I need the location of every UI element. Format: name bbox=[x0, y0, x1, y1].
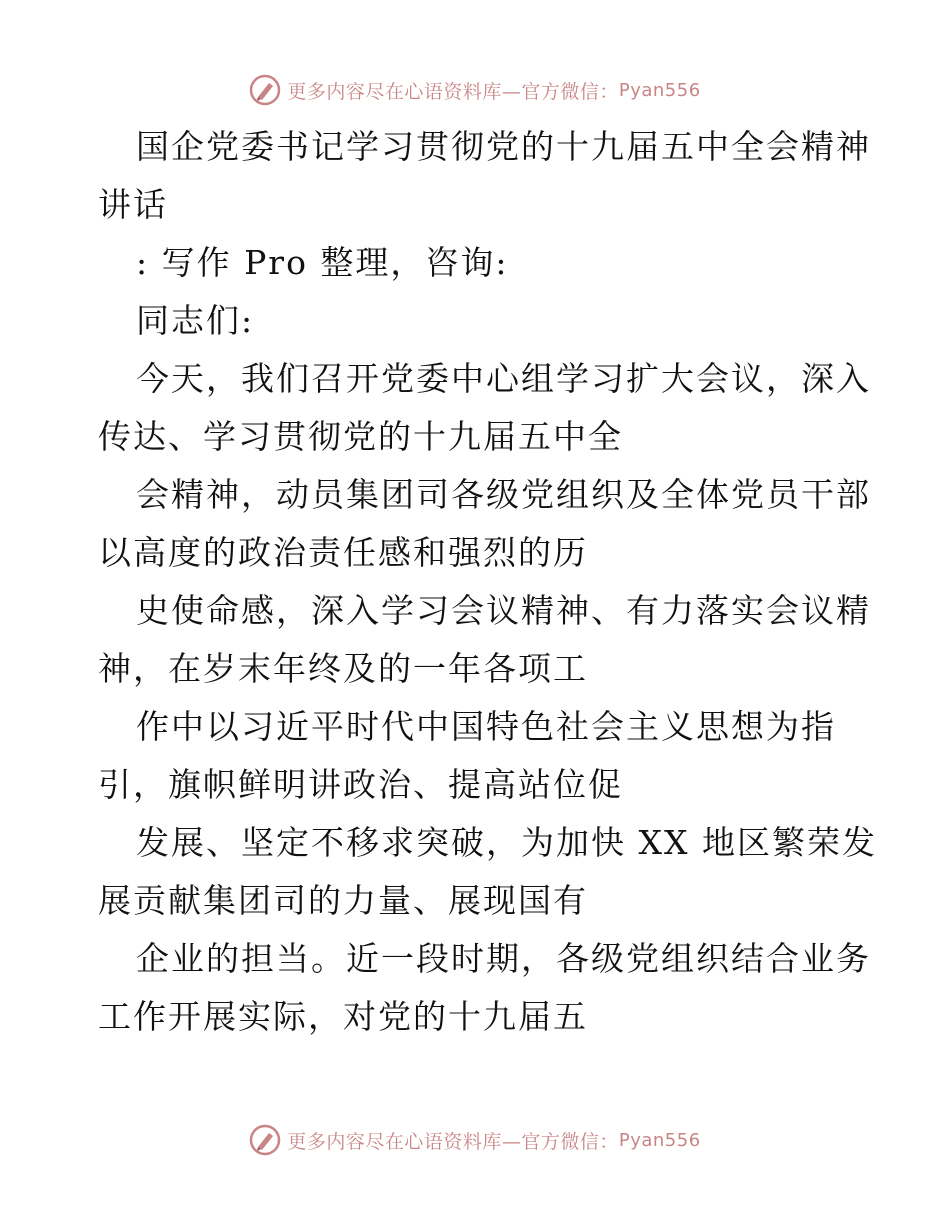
paragraph-line: 企业的担当。近一段时期，各级党组织结合业务 bbox=[136, 939, 871, 978]
paragraph-line: 史使命感，深入学习会议精神、有力落实会议精 bbox=[136, 591, 871, 630]
watermark-text: 更多内容尽在心语资料库—官方微信： bbox=[287, 1130, 619, 1153]
paragraph-line: 发展、坚定不移求突破，为加快 XX 地区繁荣发 bbox=[136, 823, 877, 862]
paragraph-line: : 写作 Pro 整理，咨询: bbox=[136, 243, 509, 282]
paragraph-line: 展贡献集团司的力量、展现国有 bbox=[98, 881, 588, 920]
paragraph bbox=[98, 292, 858, 350]
paragraph bbox=[98, 582, 871, 698]
document-body bbox=[98, 118, 877, 1046]
footer-watermark bbox=[0, 1120, 950, 1160]
watermark-text: 更多内容尽在心语资料库—官方微信： bbox=[287, 80, 619, 103]
paragraph bbox=[98, 350, 871, 466]
paragraph-line: 今天，我们召开党委中心组学习扩大会议，深入 bbox=[136, 359, 871, 398]
pen-logo-icon bbox=[249, 1124, 281, 1156]
paragraph-line: 神，在岁末年终及的一年各项工 bbox=[98, 649, 588, 688]
paragraph-line: 以高度的政治责任感和强烈的历 bbox=[98, 533, 588, 572]
paragraph-line: 引，旗帜鲜明讲政治、提高站位促 bbox=[98, 765, 623, 804]
pen-logo-icon bbox=[249, 74, 281, 106]
paragraph-line: 讲话 bbox=[98, 185, 168, 224]
header-watermark bbox=[0, 70, 950, 110]
paragraph bbox=[98, 930, 871, 1046]
paragraph-line: 同志们: bbox=[136, 301, 255, 340]
paragraph bbox=[98, 698, 858, 814]
paragraph bbox=[98, 814, 877, 930]
watermark-wechat-id: Pyan556 bbox=[618, 1129, 701, 1151]
paragraph-line: 国企党委书记学习贯彻党的十九届五中全会精神 bbox=[136, 127, 871, 166]
paragraph-line: 会精神，动员集团司各级党组织及全体党员干部 bbox=[136, 475, 871, 514]
paragraph-line: 工作开展实际，对党的十九届五 bbox=[98, 997, 588, 1036]
paragraph-line: 传达、学习贯彻党的十九届五中全 bbox=[98, 417, 623, 456]
paragraph bbox=[98, 118, 871, 234]
paragraph-line: 作中以习近平时代中国特色社会主义思想为指 bbox=[136, 707, 836, 746]
watermark-wechat-id: Pyan556 bbox=[618, 79, 701, 101]
paragraph bbox=[98, 466, 871, 582]
paragraph bbox=[98, 234, 858, 292]
